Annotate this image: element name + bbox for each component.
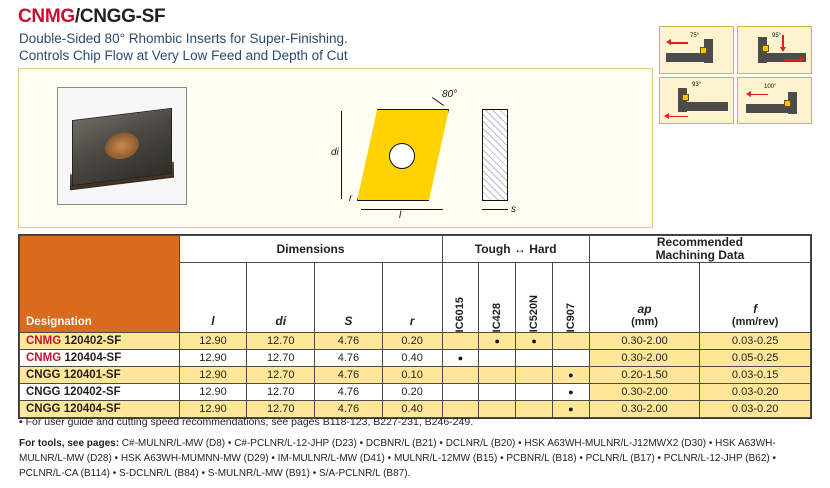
drawing-di-label: di [331,147,339,158]
table-header-recommended [589,236,810,263]
f-symbol: f [753,302,758,316]
cell-f: 0.03-0.15 [700,367,811,384]
cell-di: 12.70 [247,367,315,384]
row-designation: CNGG 120401-SF [20,367,180,384]
grade-dot [458,352,463,364]
table-col-f [700,263,811,333]
insert-photo-body [72,108,172,186]
page-title [18,6,165,28]
cell-di: 12.70 [247,333,315,350]
cell-grade-ic520n [516,350,553,367]
grade-label-ic428: IC428 [491,302,504,332]
cell-r: 0.40 [382,350,442,367]
table-col-s: S [315,263,383,333]
cell-grade-ic907 [552,367,589,384]
cell-ap: 0.30-2.00 [589,350,699,367]
tool-icon-angle-label: 95° [772,33,782,39]
table-header-tough-hard: Tough ↔ Hard [442,236,589,263]
tool-icon-95-deg [737,26,812,74]
table-row[interactable] [20,401,811,418]
ap-unit: (mm) [631,316,658,328]
cell-grade-ic6015 [442,401,479,418]
table-header-recommended-line2: Machining Data [655,248,745,262]
cell-di: 12.70 [247,401,315,418]
cell-r: 0.20 [382,384,442,401]
row-designation: CNMG 120402-SF [20,333,180,350]
cell-grade-ic428 [479,350,516,367]
footnote-user-guide: • For user guide and cutting speed recommendations, see pages B118-123, B227-231, B246-249. [19,416,474,428]
tool-application-icons [659,26,812,124]
table-row[interactable] [20,384,811,401]
drawing-l-label: l [399,210,402,221]
cell-grade-ic428 [479,384,516,401]
table-col-di: di [247,263,315,333]
table-row[interactable] [20,333,811,350]
grade-dot [495,335,500,347]
cell-grade-ic907 [552,384,589,401]
row-designation: CNGG 120404-SF [20,401,180,418]
page-title-rest: /CNGG-SF [74,6,166,27]
cell-grade-ic907 [552,401,589,418]
tool-icon-angle-label: 100° [764,83,777,90]
drawing-r-label: r [349,193,353,204]
cell-f: 0.03-0.20 [700,384,811,401]
cell-grade-ic6015 [442,384,479,401]
table-col-r: r [382,263,442,333]
cell-grade-ic6015 [442,333,479,350]
cell-s: 4.76 [315,384,383,401]
grade-dot [531,335,536,347]
ap-symbol: ap [637,302,652,316]
cell-r: 0.10 [382,367,442,384]
cell-f: 0.03-0.20 [700,401,811,418]
drawing-angle-label: 80° [442,89,458,100]
footnote-tools-lead: For tools, see pages: [19,438,120,449]
cell-r: 0.40 [382,401,442,418]
grade-label-ic907: IC907 [564,302,577,332]
cell-l: 12.90 [179,333,247,350]
grade-dot [568,386,573,398]
table-col-ic520n [516,263,553,333]
footnote-tools [19,436,816,481]
table-col-ap [589,263,699,333]
table-col-ic907 [552,263,589,333]
tool-icon-100-deg [737,77,812,125]
table-row[interactable] [20,367,811,384]
subtitle-line-1: Double-Sided 80° Rhombic Inserts for Super-Finishing. [19,31,348,46]
table-col-ic428 [479,263,516,333]
cell-grade-ic907 [552,350,589,367]
cell-l: 12.90 [179,384,247,401]
row-designation: CNGG 120402-SF [20,384,180,401]
tool-icon-angle-label: 93° [692,81,702,88]
f-unit: (mm/rev) [731,316,779,328]
grade-label-ic6015: IC6015 [454,296,467,332]
table-row[interactable] [20,350,811,367]
insert-photo [57,87,187,205]
cell-grade-ic907 [552,333,589,350]
cell-grade-ic520n [516,333,553,350]
cell-l: 12.90 [179,367,247,384]
cell-grade-ic6015 [442,367,479,384]
cell-ap: 0.30-2.00 [589,384,699,401]
cell-grade-ic520n [516,384,553,401]
tool-icon-angle-label: 75° [690,33,700,39]
tool-icon-75-deg [659,26,734,74]
cell-grade-ic520n [516,401,553,418]
insert-side-view [482,109,508,201]
cell-r: 0.20 [382,333,442,350]
cell-l: 12.90 [179,401,247,418]
cell-grade-ic428 [479,401,516,418]
cell-f: 0.05-0.25 [700,350,811,367]
table-col-l: l [179,263,247,333]
table-header-designation: Designation [20,236,180,333]
cell-s: 4.76 [315,401,383,418]
cell-di: 12.70 [247,350,315,367]
drawing-s-label: s [511,204,516,215]
figure-panel [18,68,653,228]
cell-s: 4.76 [315,367,383,384]
cell-ap: 0.30-2.00 [589,401,699,418]
insert-technical-drawing [319,77,534,222]
grade-dot [568,403,573,415]
table-col-ic6015 [442,263,479,333]
row-designation: CNMG 120404-SF [20,350,180,367]
subtitle-line-2: Controls Chip Flow at Very Low Feed and Depth of Cut [19,48,348,63]
table-body [20,333,811,418]
table-header-dimensions: Dimensions [179,236,442,263]
grade-dot [568,369,573,381]
footnote-tools-body: C#-MULNR/L-MW (D8) • C#-PCLNR/L-12-JHP (D23) • DCBNR/L (B21) • DCLNR/L (B20) • HSK A63WH-MULNR/L-J12MWX2 (D30) • HSK A63WH-MULNR/L-MW (D28) • HSK A63WH-MUMNN-MW (D29) • IM-MULNR/L-MW (D41) • MULNR/L-12MW (B15) • PCBNR/L (B18) • PCLNR/L (B17) • PCLNR/L-12-JHP (B62) • PCLNR/L-CA (B114) • S-DCLNR/L (B84) • S-MULNR/L-MW (B91) • S/A-PCLNR/L (B87). [19,438,777,479]
cell-grade-ic428 [479,333,516,350]
cell-grade-ic520n [516,367,553,384]
cell-f: 0.03-0.25 [700,333,811,350]
table-header-recommended-line1: Recommended [656,235,743,249]
grade-label-ic520n: IC520N [528,294,541,332]
cell-s: 4.76 [315,350,383,367]
cell-di: 12.70 [247,384,315,401]
specification-table [18,234,812,419]
cell-ap: 0.30-2.00 [589,333,699,350]
cell-l: 12.90 [179,350,247,367]
cell-s: 4.76 [315,333,383,350]
page-title-red: CNMG [18,6,75,27]
cell-ap: 0.20-1.50 [589,367,699,384]
tool-icon-93-deg [659,77,734,125]
cell-grade-ic6015 [442,350,479,367]
cell-grade-ic428 [479,367,516,384]
insert-center-hole [389,143,415,169]
